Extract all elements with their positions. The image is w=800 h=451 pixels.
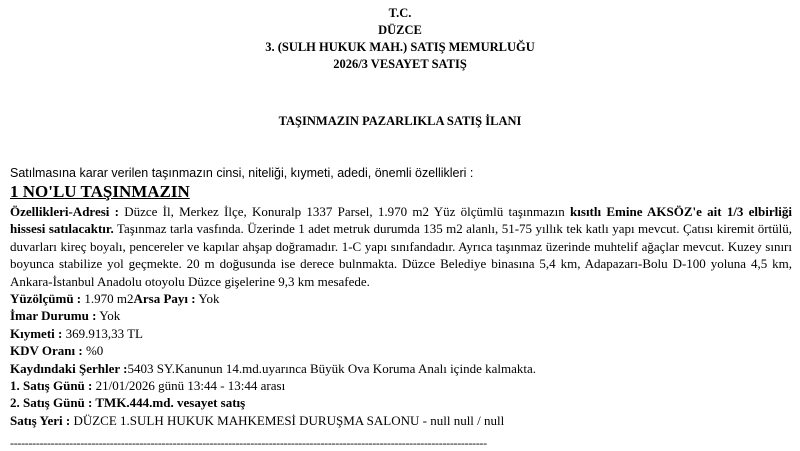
property-details (10, 203, 792, 429)
sale2-label: 2. Satış Günü : TMK.444.md. vesayet satış (10, 395, 246, 411)
vat-label: KDV Oranı : (10, 343, 83, 359)
annotation-line (10, 360, 792, 377)
features-label: Özellikleri-Adresi : (10, 204, 119, 219)
header-city: DÜZCE (378, 23, 422, 37)
share-label: Arsa Payı : (133, 291, 196, 307)
sale2-line (10, 394, 792, 411)
separator-line: --------------------------------------------------------------------------------------------------------------------------------- (10, 436, 487, 450)
features-text-2: Taşınmaz tarla vasfında. Üzerinde 1 adet metruk durumda 135 m2 alanlı, 51-75 yıllık tek katlı yapı mevcut. Çatısı kiremit örtülü, duvarları kireç boyalı, pencereler ve kapılar ahşap doğramadır. 1-C yapı sınıfandadır. Ayrıca taşınmaz üzerinde muhtelif ağaçlar mevcut. Kuzey sınırı boyunca stabilize yol geçmekte. 20 m doğusunda ise derece bulnmakta. Düzce Belediye binasına 5,4 km, Adapazarı-Bolu D-100 yoluna 4,5 km, Ankara-İstanbul Anadolu otoyolu Düzce gişelerine 9,3 km mesafede. (10, 221, 792, 289)
value-amount: 369.913,33 TL (62, 325, 143, 341)
area-label: Yüzölçümü : (10, 291, 82, 307)
header-office: 3. (SULH HUKUK MAH.) SATIŞ MEMURLUĞU (265, 40, 535, 54)
features-paragraph (10, 203, 792, 290)
zoning-label: İmar Durumu : (10, 308, 97, 324)
zoning-value: Yok (96, 308, 121, 324)
announcement-title: TAŞINMAZIN PAZARLIKLA SATIŞ İLANI (278, 114, 522, 128)
annotation-label: Kaydındaki Şerhler : (10, 360, 128, 376)
header-case: 2026/3 VESAYET SATIŞ (333, 57, 467, 71)
sale1-line (10, 377, 792, 394)
place-line (10, 412, 792, 429)
features-text-1: Düzce İl, Merkez İlçe, Konuralp 1337 Parsel, 1.970 m2 Yüz ölçümlü taşınmazın (118, 204, 571, 219)
sale1-value: 21/01/2026 günü 13:44 - 13:44 arası (92, 378, 286, 394)
vat-line (10, 342, 792, 359)
value-label: Kıymeti : (10, 325, 63, 341)
annotation-value: 5403 SY.Kanunun 14.md.uyarınca Büyük Ova Koruma Analı içinde kalmakta. (127, 360, 536, 376)
property-title: 1 NO'LU TAŞINMAZIN (10, 182, 190, 201)
vat-value: %0 (82, 343, 104, 359)
intro-text: Satılmasına karar verilen taşınmazın cinsi, niteliği, kıymeti, adedi, önemli özellikleri : (10, 166, 474, 180)
place-label: Satış Yeri : (10, 412, 71, 428)
area-value: 1.970 m2 (81, 291, 134, 307)
value-line (10, 325, 792, 342)
share-value: Yok (195, 291, 220, 307)
area-line (10, 290, 792, 307)
sale1-label: 1. Satış Günü : (10, 378, 93, 394)
zoning-line (10, 307, 792, 324)
place-value: DÜZCE 1.SULH HUKUK MAHKEMESİ DURUŞMA SALONU - null null / null (70, 412, 505, 428)
features-bold: kısıtlı Emine AKSÖZ'e ait 1/3 elbirliği hissesi satılacaktır. (10, 204, 792, 237)
header-tc: T.C. (388, 6, 412, 20)
